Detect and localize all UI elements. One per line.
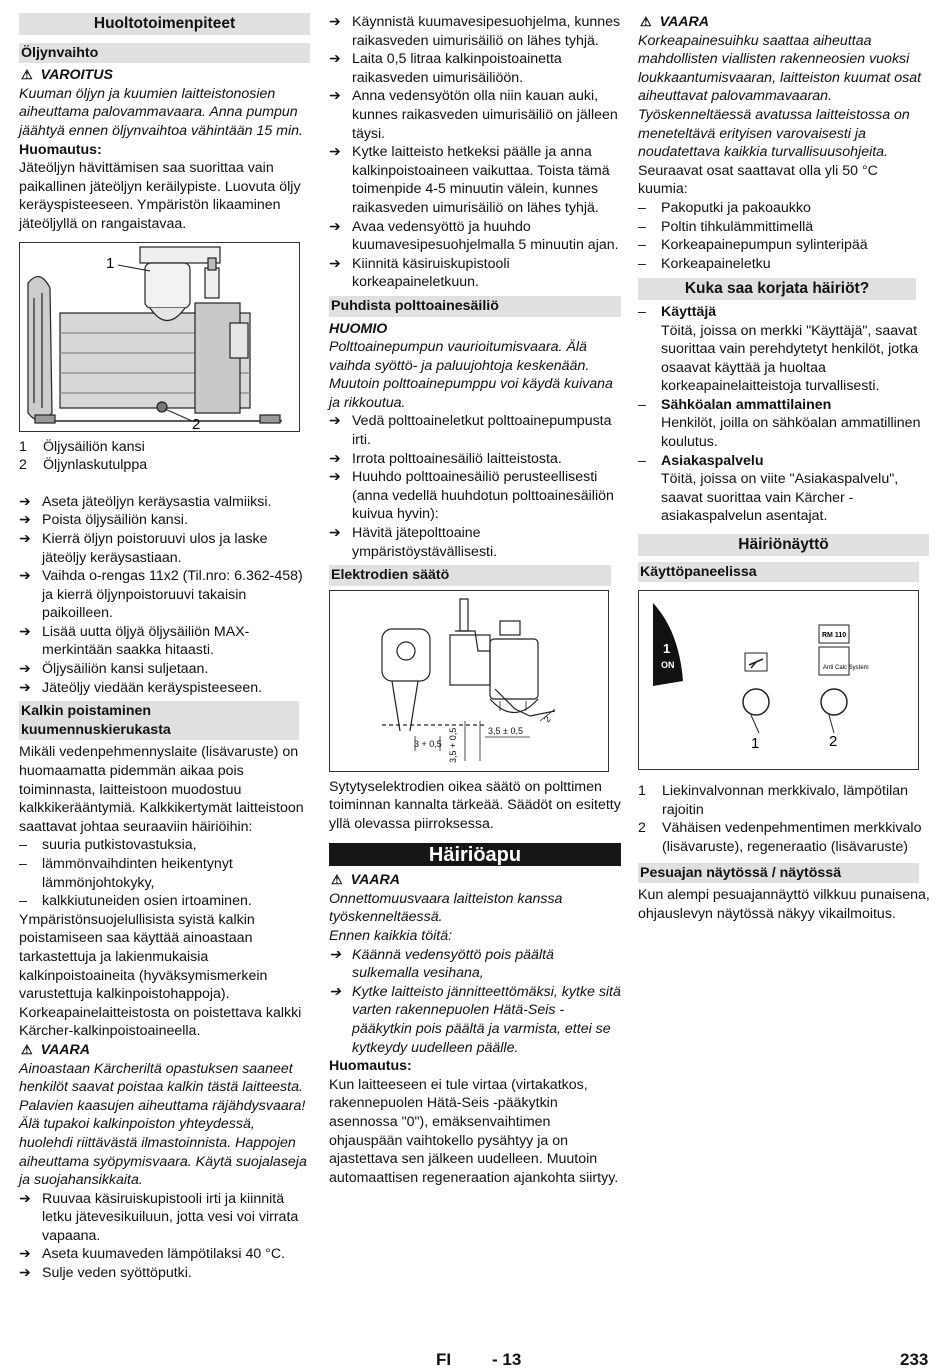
flame-indicator-lamp (743, 689, 769, 715)
maintenance-heading: Huoltotoimenpiteet (19, 13, 310, 35)
panel-legend (638, 782, 930, 856)
flame-temperature-icon (745, 653, 767, 671)
note-text: Jäteöljyn hävittämisen saa suorittaa vain paikallinen jäteöljyn keräilypiste. Luovuta öljy keräyspisteeseen. Ympäristön likaaminen jäteöljyllä on rangaistavaa. (19, 160, 301, 232)
dim-label: 3 + 0,5 (414, 738, 442, 749)
item-text: Aseta jäteöljyn keräysastia valmiiksi. (42, 493, 272, 510)
warning-label: ⚠ VAROITUS (21, 67, 113, 84)
electrode-diagram (330, 591, 608, 771)
step-item (329, 450, 621, 469)
step-item (329, 143, 621, 217)
callout-2: 2 (192, 415, 201, 431)
arrow-icon: ➔ (329, 983, 341, 1000)
responsibility-title: Käyttäjä (661, 303, 717, 320)
arrow-icon: ➔ (329, 255, 341, 272)
danger-steps (329, 946, 621, 1058)
step-item (19, 493, 310, 512)
column-1 (19, 13, 310, 1283)
danger-label: ⚠ VAARA (331, 872, 401, 889)
warning-text: Kuuman öljyn ja kuumien laitteistonosien aiheuttama palovammavaara. Anna pumpun jäähtyä ennen öljynvaihtoa vähintään 15 min. (19, 85, 303, 139)
callout-1: 1 (751, 735, 760, 753)
fault-display-title: Häiriönäyttö (638, 534, 929, 556)
arrow-icon: ➔ (19, 493, 31, 510)
warning-icon: ⚠ (640, 14, 652, 29)
item-text: Poltin tihkulämmittimellä (661, 218, 814, 235)
item-text: Hävitä jätepolttoaine ympäristöystävällisesti. (352, 525, 498, 560)
softener-icon (819, 625, 869, 675)
descaling-list (19, 836, 310, 910)
dash-icon: – (638, 255, 646, 272)
step-item (329, 13, 621, 50)
arrow-icon: ➔ (329, 14, 341, 30)
note-label: Huomautus: (329, 1058, 412, 1075)
item-text: Vedä polttoaineletkut polttoainepumpusta irti. (352, 413, 612, 449)
arrow-icon: ➔ (329, 946, 341, 963)
danger-label: ⚠ VAARA (640, 14, 710, 30)
danger-text: Korkeapainesuihku saattaa aiheuttaa mahdollisten viallisten rakenneosien vuoksi loukkaantumisvaaran, laitteiston kuumat osat aiheuttavat palovammavaaran. Työskenneltäessä avatussa laitteistossa on meneteltävä erityisen varovaisesti ja noudatettava kaikkia turvallisuusohjeita. (638, 32, 922, 161)
arrow-icon: ➔ (19, 530, 31, 547)
who-repairs-title: Kuka saa korjata häiriöt? (638, 278, 916, 300)
legend-item: 1 Liekinvalvonnan merkkivalo, lämpötilan rajoitin (638, 783, 909, 818)
note-text: Kun laitteeseen ei tule virtaa (virtakatkos, rakennepuolen Hätä-Seis -pääkytkin asennossa "0"), emäksenvaihtimen ohjauspään vaihtokello pysähtyy ja on ajastettava sen jälkeen uudelleen. Muutoin automaattisen regeneraation ajankohta siirtyy. (329, 1076, 619, 1186)
step-item (19, 1245, 310, 1264)
bullet-item (19, 855, 310, 892)
item-text: Ruuvaa käsiruiskupistooli irti ja kiinnitä letku jätevesikuiluun, jotta vesi voi virrata vapaana. (42, 1190, 299, 1244)
svg-text:Anti Calc System: Anti Calc System (823, 665, 869, 672)
item-text: Huuhdo polttoainesäiliö perusteellisesti (anna vedellä huuhdotun polttoainesäiliön kuivua hyvin): (352, 469, 614, 523)
item-text: Kiinnitä käsiruiskupistooli korkeapaineletkuun. (352, 255, 510, 291)
item-text: Poista öljysäiliön kansi. (42, 512, 188, 529)
callout-2: 2 (829, 733, 838, 751)
electrode-title: Elektrodien säätö (329, 565, 611, 586)
item-text: Lisää uutta öljyä öljysäiliön MAX-merkintään saakka hitaasti. (42, 623, 250, 659)
item-text: Irrota polttoainesäiliö laitteistosta. (352, 450, 562, 467)
warning-icon: ⚠ (21, 1041, 33, 1057)
oil-steps (19, 493, 310, 698)
descaling-text-2: Ympäristönsuojelullisista syistä kalkin poistamiseen saa käyttää ainoastaan tarkastettuja ja lakienmukaisia kalkinpoistoaineita (hyväksymismerkein varustettuja kalkinpoistohappoja). Korkeapainelaitteistosta on poistettava kalkki Kärcher-kalkinpoistoaineella. (19, 911, 302, 1040)
step-item (19, 660, 310, 679)
item-text: Vaihda o-rengas 11x2 (Til.nro: 6.362-458) ja kierrä öljynpoistoruuvi takaisin paikoilleen. (42, 568, 303, 622)
item-text: Pakoputki ja pakoaukko (661, 199, 811, 216)
item-text: Jäteöljy viedään keräyspisteeseen. (42, 679, 263, 696)
arrow-icon: ➔ (329, 413, 341, 430)
step-item (19, 511, 310, 530)
step-item (329, 87, 621, 143)
notice-text: Polttoainepumpun vaurioitumisvaara. Älä vaihda syöttö- ja paluujohtoja keskenään. Muutoin polttoainepumppu voi käydä kuivana ja rikkoutua. (329, 339, 613, 411)
dash-icon: – (638, 452, 646, 469)
arrow-icon: ➔ (329, 469, 341, 486)
control-panel-figure (638, 590, 919, 770)
responsibility-text: Töitä, joissa on viite "Asiakaspalvelu", saavat suorittaa vain Kärcher -asiakaspalvelun asentajat. (661, 471, 899, 525)
control-panel-diagram (639, 591, 918, 769)
step-item (329, 218, 621, 255)
step-item (329, 524, 621, 561)
item-text: Käännä vedensyöttö pois päältä sulkemalla vesihana, (352, 946, 554, 982)
electrode-text: Sytytyselektrodien oikea säätö on polttimen toiminnan kannalta tärkeää. Säädöt on esitetty yllä olevassa piirroksessa. (329, 778, 621, 832)
step-item (19, 1190, 310, 1246)
item-text: lämmönvaihdinten heikentynyt lämmönjohtokyky, (42, 856, 233, 891)
svg-text:RM 110: RM 110 (822, 632, 847, 640)
wash-time-display-title: Pesuajan näytössä / näytössä (638, 863, 919, 884)
notice-label: HUOMIO (329, 320, 388, 337)
legend-item: 2 Öljynlaskutulppa (19, 457, 148, 474)
item-text: Kierrä öljyn poistoruuvi ulos ja laske jäteöljy keräysastiaan. (42, 530, 268, 566)
arrow-icon: ➔ (19, 512, 31, 529)
dash-icon: – (638, 237, 646, 254)
dash-icon: – (19, 837, 27, 854)
step-item (19, 530, 310, 567)
responsibility-item (638, 452, 930, 526)
descaling-steps (19, 1190, 310, 1283)
step-item (329, 412, 621, 449)
switch-on-label: ON (661, 660, 675, 671)
callout-1: 1 (106, 254, 115, 272)
step-item (19, 623, 310, 660)
oil-change-title: Öljynvaihto (19, 43, 310, 64)
responsibility-title: Sähköalan ammattilainen (661, 396, 832, 413)
softener-indicator-lamp (821, 689, 847, 715)
dash-icon: – (638, 218, 646, 235)
hot-parts-text: Seuraavat osat saattavat olla yli 50 °C kuumia: (638, 162, 878, 198)
fuel-tank-steps (329, 412, 621, 561)
item-text: Öljysäiliön kansi suljetaan. (42, 661, 209, 678)
arrow-icon: ➔ (19, 1190, 31, 1207)
step-item (329, 468, 621, 524)
hot-parts-list (638, 199, 930, 273)
arrow-icon: ➔ (329, 88, 341, 105)
dash-icon: – (638, 303, 646, 320)
arrow-icon: ➔ (19, 568, 31, 585)
step-item (19, 1264, 310, 1283)
danger-label: ⚠ VAARA (21, 1041, 91, 1058)
column-3 (638, 13, 930, 923)
arrow-icon: ➔ (19, 679, 31, 696)
bullet-item (638, 236, 930, 255)
note-label: Huomautus: (19, 141, 102, 158)
item-text: Korkeapainepumpun sylinteripää (661, 237, 868, 254)
item-text: kalkkiutuneiden osien irtoaminen. (42, 893, 252, 910)
item-text: Korkeapaineletku (661, 255, 771, 272)
column-2 (329, 13, 621, 1187)
arrow-icon: ➔ (19, 1246, 31, 1263)
step-item (19, 567, 310, 623)
arrow-icon: ➔ (329, 525, 341, 542)
item-text: Avaa vedensyöttö ja huuhdo kuumavesipesuohjelmalla 5 minuutin ajan. (352, 218, 619, 254)
bullet-item (19, 836, 310, 855)
arrow-icon: ➔ (19, 623, 31, 640)
dim-label: 3,5 + 0,5 (448, 727, 458, 763)
footer-page-local: - 13 (492, 1350, 522, 1369)
dim-label: 3,5 ± 0,5 (488, 725, 523, 736)
responsibility-text: Henkilöt, joilla on sähköalan ammatillinen koulutus. (661, 415, 921, 451)
dash-icon: – (638, 396, 646, 413)
arrow-icon: ➔ (329, 218, 341, 235)
danger-text-2: Ennen kaikkia töitä: (329, 927, 453, 944)
step-item (329, 50, 621, 87)
step-item (19, 679, 310, 698)
descaling-title: Kalkin poistaminen kuumennuskierukasta (19, 701, 299, 740)
switch-position: 1 (663, 641, 671, 657)
step-item (329, 946, 621, 983)
dash-icon: – (19, 893, 27, 910)
control-panel-title: Käyttöpaneelissa (638, 562, 919, 583)
bullet-item (638, 255, 930, 274)
item-text: suuria putkistovastuksia, (42, 837, 197, 854)
pump-figure (19, 242, 300, 432)
dash-icon: – (638, 199, 646, 216)
legend-item: 2 Vähäisen vedenpehmentimen merkkivalo (lisävaruste), regeneraatio (lisävaruste) (638, 820, 922, 855)
arrow-icon: ➔ (329, 51, 341, 68)
descaling-text: Mikäli vedenpehmennyslaite (lisävaruste) on huomaamatta pidemmän aikaa pois toiminnasta, laitteistoon muodostuu kalkkikerääntymiä. Kalkkikertymät laitteistoon saattavat johtaa seuraaviin häiriöihin: (19, 744, 304, 835)
pump-illustration (20, 243, 299, 431)
responsibility-text: Töitä, joissa on merkki "Käyttäjä", saavat suorittaa vain perehdytetyt henkilöt, jotka osaavat käyttää ja huoltaa korkeapainelaitteistoja turvallisesti. (661, 322, 919, 395)
item-text: Sulje veden syöttöputki. (42, 1265, 192, 1282)
dim-label: 2 (541, 713, 553, 725)
item-text: Käynnistä kuumavesipesuohjelma, kunnes raikasveden uimurisäiliö on lähes tyhjä. (352, 14, 621, 49)
responsibility-item (638, 396, 930, 452)
step-item (329, 255, 621, 292)
responsibility-title: Asiakaspalvelu (661, 452, 764, 469)
troubleshooting-title: Häiriöapu (329, 843, 621, 867)
dash-icon: – (19, 856, 27, 872)
arrow-icon: ➔ (329, 144, 341, 161)
item-text: Aseta kuumaveden lämpötilaksi 40 °C. (42, 1246, 286, 1263)
legend-item: 1 Öljysäiliön kansi (19, 438, 145, 455)
item-text: Kytke laitteisto hetkeksi päälle ja anna kalkinpoistoaineen vaikuttaa. Toista tämä toimenpide 4-5 minuutin välein, kunnes raikasveden uimurisäiliö on lähes tyhjä. (352, 144, 610, 216)
item-text: Kytke laitteisto jännitteettömäksi, kytke sitä varten rakennepuolen Hätä-Seis -pääkytkin pois päältä ja varmista, ettei se kytkeydy uudelleen päälle. (352, 983, 621, 1056)
danger-text: Ainoastaan Kärcheriltä opastuksen saaneet henkilöt saavat poistaa kalkin tästä laitteesta. Palavien kaasujen aiheuttama räjähdysvaara! Älä tupakoi kalkinpoiston yhteydessä, huolehdi riittävästä ilmastoinnista. Happojen aiheuttama syöpymisvaara. Käytä suojalaseja ja suojahansikkaita. (19, 1060, 307, 1189)
warning-icon: ⚠ (21, 67, 33, 83)
danger-text: Onnettomuusvaara laitteiston kanssa työskenneltäessä. (329, 890, 563, 926)
wash-time-display-text: Kun alempi pesuajannäyttö vilkkuu punaisena, ohjauslevyn näytössä näkyy vikailmoitus. (638, 887, 930, 922)
arrow-icon: ➔ (329, 450, 341, 467)
bullet-item (638, 218, 930, 237)
step-item (329, 983, 621, 1057)
arrow-icon: ➔ (19, 661, 31, 678)
fuel-tank-title: Puhdista polttoainesäiliö (329, 296, 621, 317)
electrode-figure (329, 590, 609, 772)
bullet-item (638, 199, 930, 218)
item-text: Anna vedensyötön olla niin kauan auki, kunnes raikasveden uimurisäiliö on jälleen täysi. (352, 88, 618, 142)
bullet-item (19, 892, 310, 911)
footer-language: FI (436, 1350, 452, 1369)
footer-page-number: 233 (900, 1350, 929, 1369)
responsibility-item (638, 303, 930, 396)
descaling-steps-cont (329, 13, 621, 292)
item-text: Laita 0,5 litraa kalkinpoistoainetta raikasveden uimurisäiliöön. (352, 51, 562, 86)
arrow-icon: ➔ (19, 1265, 31, 1282)
warning-icon: ⚠ (331, 872, 343, 888)
who-repairs-list (638, 303, 930, 526)
